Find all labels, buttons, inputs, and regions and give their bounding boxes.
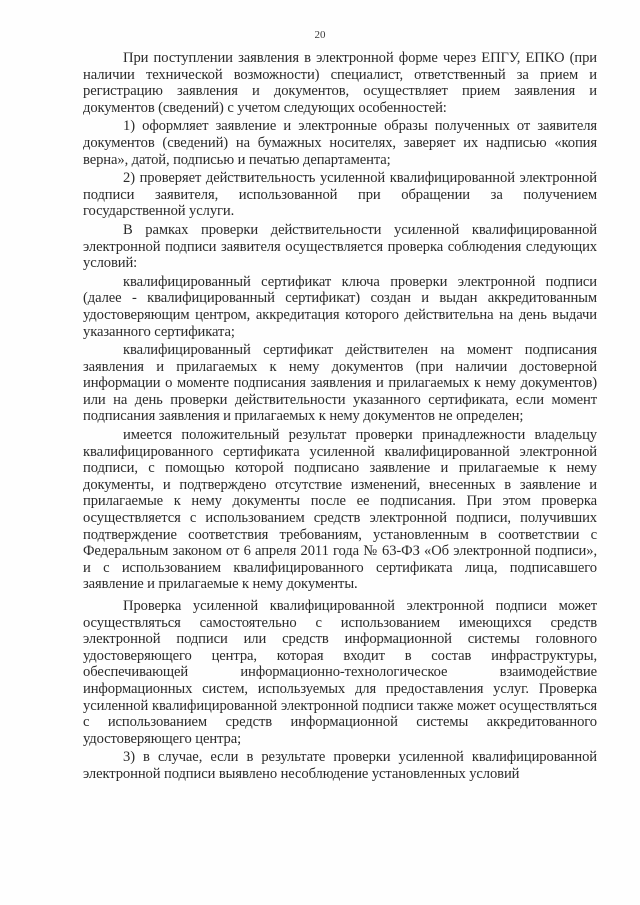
paragraph-intro: При поступлении заявления в электронной форме через ЕПГУ, ЕПКО (при наличии технической возможности) специалист, ответственный за прием и регистрацию заявления и документов, осуществляет прием заявления и документов (сведений) с учетом следующих особенностей: (83, 50, 597, 116)
paragraph-item-2: 2) проверяет действительность усиленной квалифицированной электронной подписи заявителя, использованной при обращении за получением государственной услуги. (83, 170, 597, 220)
paragraph-verification: Проверка усиленной квалифицированной электронной подписи может осуществляться самостоятельно с использованием имеющихся средств электронной подписи или средств информационной системы головного удостоверяющего центра, которая входит в состав инфраструктуры, обеспечивающей информационно-технологическое взаимодействие информационных систем, используемых для предоставления услуг. Проверка усиленной квалифицированной электронной подписи также может осуществляться с использованием средств информационной системы аккредитованного удостоверяющего центра; (83, 598, 597, 747)
paragraph-condition-3: имеется положительный результат проверки принадлежности владельцу квалифицированного сертификата усиленной квалифицированной электронной подписи, с помощью которой подписано заявление и прилагаемые к нему документы, и подтверждено отсутствие изменений, внесенных в заявление и прилагаемые к нему документы после ее подписания. При этом проверка осуществляется с использованием средств электронной подписи, получивших подтверждение соответствия требованиям, установленным в соответствии с Федеральным законом от 6 апреля 2011 года № 63-ФЗ «Об электронной подписи», и с использованием квалифицированного сертификата лица, подписавшего заявление и прилагаемые к нему документы. (83, 427, 597, 593)
paragraph-condition-2: квалифицированный сертификат действителен на момент подписания заявления и прилагаемых к нему документов (при наличии достоверной информации о моменте подписания заявления и прилагаемых к нему документов) или на день проверки действительности указанного сертификата, если момент подписания заявления и прилагаемых к нему документов не определен; (83, 342, 597, 425)
paragraph-conditions-intro: В рамках проверки действительности усиленной квалифицированной электронной подписи заявителя осуществляется проверка соблюдения следующих условий: (83, 221, 597, 272)
document-body (83, 50, 597, 783)
page-number: 20 (314, 29, 326, 41)
paragraph-item-3: 3) в случае, если в результате проверки усиленной квалифицированной электронной подписи выявлено несоблюдение установленных условий (83, 749, 597, 782)
paragraph-item-1: 1) оформляет заявление и электронные образы полученных от заявителя документов (сведений) на бумажных носителях, заверяет их надписью «копия верна», датой, подписью и печатью департамента; (83, 118, 597, 168)
paragraph-condition-1: квалифицированный сертификат ключа проверки электронной подписи (далее - квалифицированный сертификат) создан и выдан аккредитованным удостоверяющим центром, аккредитация которого действительна на день выдачи указанного сертификата; (83, 273, 597, 340)
